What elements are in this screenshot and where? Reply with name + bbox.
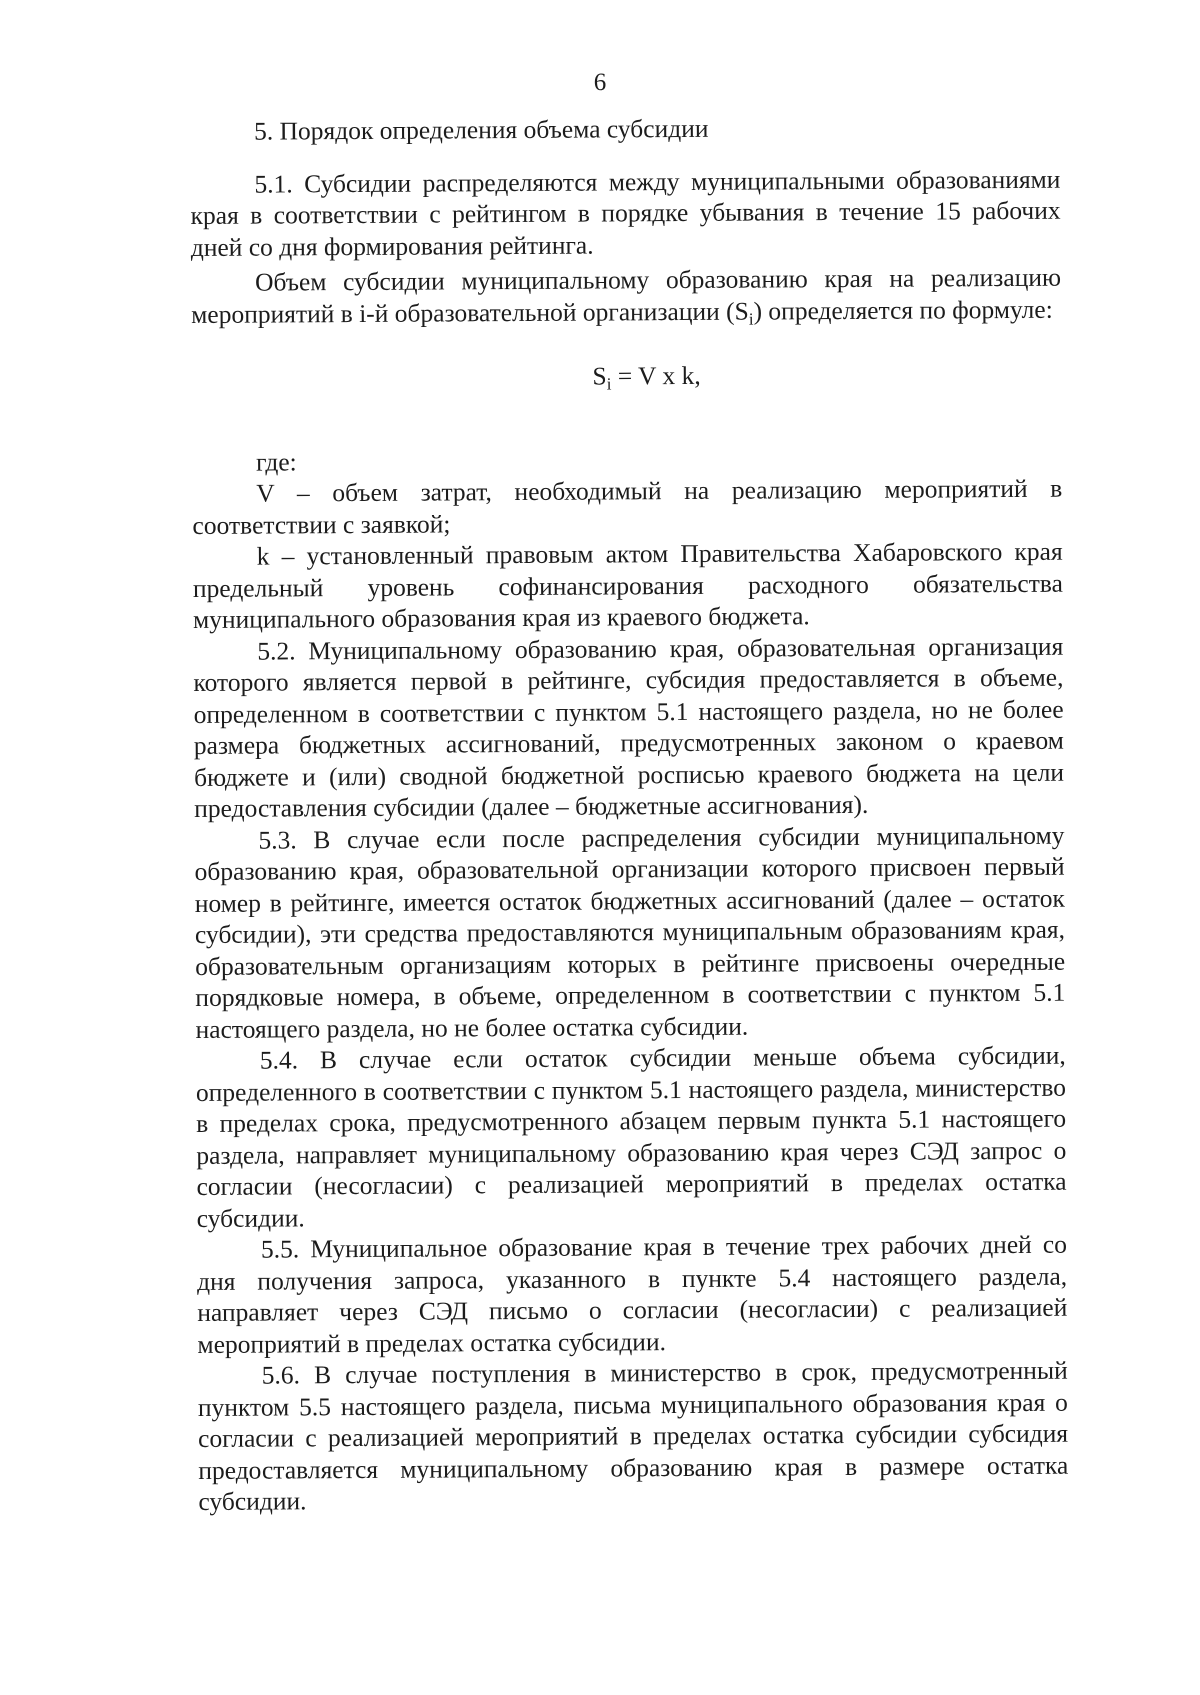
formula-expression: = V x k,	[611, 360, 701, 391]
volume-text-start: Объем субсидии муниципальному образованию края на реализацию мероприятий в i-й образовательной организации (S	[191, 262, 1062, 329]
volume-subscript: i	[748, 309, 754, 329]
formula	[192, 358, 1062, 403]
paragraph-5-6: 5.6. В случае поступления в министерство в срок, предусмотренный пунктом 5.5 настоящего раздела, письма муниципального образования края о согласии с реализацией мероприятий в пределах остатка субсидии субсидия предоставляется муниципальному образованию края в размере остатка субсидии.	[197, 1355, 1069, 1516]
volume-text-end: ) определяется по формуле:	[753, 294, 1053, 326]
definition-k: k – установленный правовым актом Правительства Хабаровского края предельный уровень софинансирования расходного обязательства муниципального образования края из краевого бюджета.	[192, 536, 1063, 634]
paragraph-5-1: 5.1. Субсидии распределяются между муниципальными образованиями края в соответствии с рейтингом в порядке убывания в течение 15 рабочих дней со дня формирования рейтинга.	[190, 164, 1061, 262]
paragraph-5-4: 5.4. В случае если остаток субсидии меньше объема субсидии, определенного в соответствии с пунктом 5.1 настоящего раздела, министерство в пределах срока, предусмотренного абзацем первым пункта 5.1 настоящего раздела, направляет муниципальному образованию края через СЭД запрос о согласии (несогласии) с реализацией мероприятий в пределах остатка субсидии.	[195, 1040, 1067, 1233]
where-label: где:	[256, 446, 297, 477]
section-heading: 5. Порядок определения объема субсидии	[254, 113, 709, 146]
paragraph-5-2: 5.2. Муниципальному образованию края, образовательная организация которого является первой в рейтинге, субсидия предоставляется в объеме, определенном в соответствии с пунктом 5.1 настоящего раздела, но не более размера бюджетных ассигнований, предусмотренных законом о краевом бюджете и (или) сводной бюджетной росписью краевого бюджета на цели предоставления субсидии (далее – бюджетные ассигнования).	[193, 631, 1065, 823]
document-body	[190, 111, 1069, 1518]
paragraph-5-1-volume	[191, 262, 1061, 338]
formula-subscript: i	[606, 374, 612, 394]
definition-v: V – объем затрат, необходимый на реализацию мероприятий в соответствии с заявкой;	[192, 473, 1063, 540]
page-number: 6	[593, 69, 607, 96]
paragraph-5-5: 5.5. Муниципальное образование края в течение трех рабочих дней со дня получения запроса, указанного в пункте 5.4 настоящего раздела, направляет через СЭД письмо о согласии (несогласии) с реализацией мероприятий в пределах остатка субсидии.	[197, 1229, 1068, 1359]
paragraph-5-3: 5.3. В случае если после распределения субсидии муниципальному образованию края, образовательной организации которого присвоен первый номер в рейтинге, имеется остаток бюджетных ассигнований (далее – остаток субсидии), эти средства предоставляются муниципальным образованиям края, образовательным организациям которых в рейтинге присвоены очередные порядковые номера, в объеме, определенном в соответствии с пунктом 5.1 настоящего раздела, но не более остатка субсидии.	[194, 820, 1066, 1044]
formula-symbol: S	[592, 361, 607, 391]
